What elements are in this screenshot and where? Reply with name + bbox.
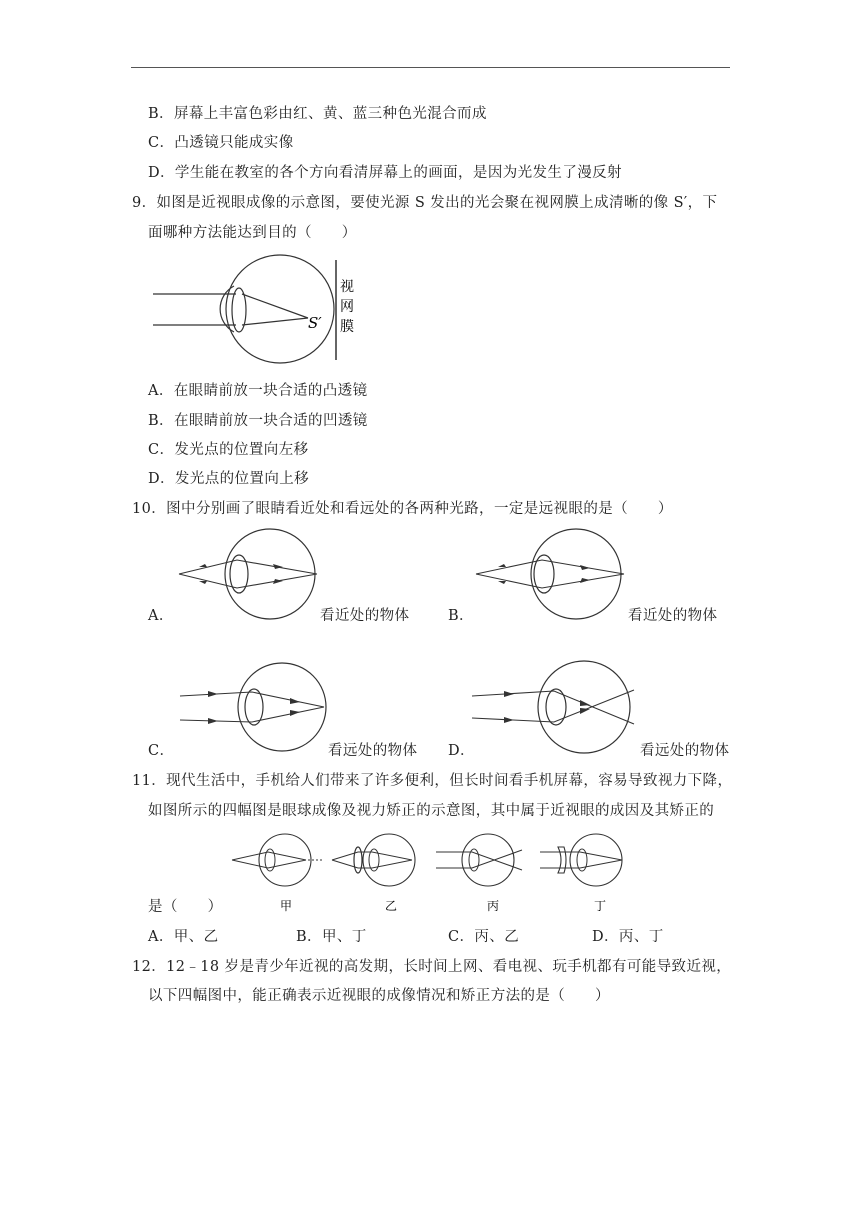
q11-figure-jia bbox=[232, 834, 322, 886]
q10-option-d: D． bbox=[448, 743, 475, 759]
retina-label-2: 网 bbox=[340, 299, 354, 315]
myopia-eye-figure bbox=[150, 252, 370, 364]
q12-stem-line1: 12．12﹣18 岁是青少年近视的高发期，长时间上网、看电视、玩手机都有可能导致近视， bbox=[132, 959, 732, 975]
image-point-label: S′ bbox=[308, 314, 322, 332]
q11-option-d: D．丙、丁 bbox=[592, 929, 664, 945]
q10-caption-b: 看近处的物体 bbox=[628, 608, 718, 624]
q9-option-d: D．发光点的位置向上移 bbox=[148, 471, 310, 487]
q10-figure-d bbox=[470, 660, 640, 756]
q12-stem-line2: 以下四幅图中，能正确表示近视眼的成像情况和矫正方法的是（ ） bbox=[148, 988, 610, 1004]
q10-option-b: B． bbox=[448, 608, 474, 624]
q10-option-c: C． bbox=[148, 743, 175, 759]
q10-caption-c: 看远处的物体 bbox=[328, 743, 418, 759]
q10-figure-b bbox=[472, 527, 632, 621]
q11-figure bbox=[228, 830, 638, 922]
q11-figure-bing bbox=[436, 834, 522, 886]
q11-stem-line3: 是（ ） bbox=[148, 899, 223, 915]
q8-option-d: D．学生能在教室的各个方向看清屏幕上的画面，是因为光发生了漫反射 bbox=[148, 165, 622, 181]
q10-caption-d: 看远处的物体 bbox=[640, 743, 730, 759]
q10-caption-a: 看近处的物体 bbox=[320, 608, 410, 624]
q9-stem-line1: 9．如图是近视眼成像的示意图，要使光源 S 发出的光会聚在视网膜上成清晰的像 S′，下 bbox=[132, 195, 718, 211]
q9-option-c: C．发光点的位置向左移 bbox=[148, 442, 309, 458]
q11-label-yi: 乙 bbox=[385, 899, 398, 913]
q8-option-c: C．凸透镜只能成实像 bbox=[148, 135, 294, 151]
q11-label-jia: 甲 bbox=[280, 899, 293, 913]
q11-stem-line2: 如图所示的四幅图是眼球成像及视力矫正的示意图，其中属于近视眼的成因及其矫正的 bbox=[148, 803, 715, 819]
q11-option-b: B．甲、丁 bbox=[296, 929, 367, 945]
header-rule bbox=[131, 67, 730, 68]
q10-figure-a bbox=[175, 527, 325, 621]
q11-figure-ding bbox=[540, 834, 622, 886]
retina-label-1: 视 bbox=[340, 279, 354, 295]
q9-stem-line2: 面哪种方法能达到目的（ ） bbox=[148, 225, 357, 241]
retina-label-3: 膜 bbox=[340, 319, 354, 335]
q9-option-a: A．在眼睛前放一块合适的凸透镜 bbox=[148, 383, 368, 399]
q10-figure-c bbox=[178, 662, 328, 756]
q11-option-a: A．甲、乙 bbox=[148, 929, 219, 945]
q11-figure-yi bbox=[332, 834, 415, 886]
q9-option-b: B．在眼睛前放一块合适的凹透镜 bbox=[148, 413, 368, 429]
q11-option-c: C．丙、乙 bbox=[448, 929, 520, 945]
q11-label-bing: 丙 bbox=[487, 899, 500, 913]
q8-option-b: B．屏幕上丰富色彩由红、黄、蓝三种色光混合而成 bbox=[148, 106, 487, 122]
q10-option-a: A． bbox=[148, 608, 174, 624]
q11-stem-line1: 11．现代生活中，手机给人们带来了许多便利，但长时间看手机屏幕，容易导致视力下降， bbox=[132, 773, 733, 789]
q10-stem: 10．图中分别画了眼睛看近处和看远处的各两种光路，一定是远视眼的是（ ） bbox=[132, 501, 673, 517]
q11-label-ding: 丁 bbox=[594, 899, 607, 913]
